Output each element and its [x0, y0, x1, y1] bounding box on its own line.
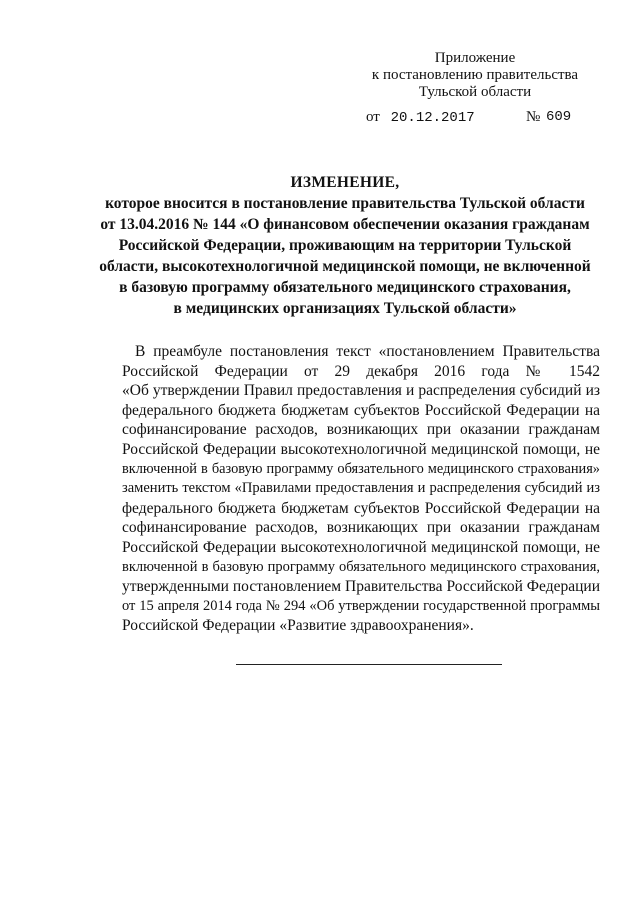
body-line: В преамбуле постановления текст «постановлением Правительства — [135, 343, 600, 360]
title-heading: ИЗМЕНЕНИЕ, — [290, 174, 400, 191]
body-line: софинансирование расходов, возникающих при оказании гражданам — [122, 519, 600, 537]
title-line: от 13.04.2016 № 144 «О финансовом обеспечении оказания гражданам — [100, 216, 590, 233]
document-number: 609 — [546, 109, 572, 125]
body-line: утвержденными постановлением Правительства Российской Федерации — [122, 578, 600, 596]
end-divider — [236, 664, 502, 665]
title-line: которое вносится в постановление правительства Тульской области — [105, 195, 585, 212]
body-line: включенной в базовую программу обязательного медицинского страхования, — [122, 558, 600, 575]
body-line: софинансирование расходов, возникающих при оказании гражданам — [122, 421, 600, 439]
body-line: включенной в базовую программу обязательного медицинского страхования» — [122, 460, 600, 477]
title-line: в медицинских организациях Тульской области» — [173, 300, 517, 317]
title-line: Российской Федерации, проживающим на территории Тульской — [118, 237, 572, 254]
body-paragraph — [122, 342, 600, 636]
body-line: Российской Федерации высокотехнологичной медицинской помощи, не — [122, 440, 600, 458]
title-line: в базовую программу обязательного медицинского страхования, — [119, 279, 571, 296]
body-line: «Об утверждении Правил предоставления и распределения субсидий из — [122, 382, 600, 400]
registration-line — [366, 109, 572, 127]
appendix-line-1: Приложение — [434, 50, 516, 66]
appendix-header — [360, 50, 590, 101]
document-date: 20.12.2017 — [390, 110, 475, 126]
title-line: области, высокотехнологичной медицинской помощи, не включенной — [99, 258, 591, 275]
document-title — [80, 172, 610, 319]
appendix-line-2: к постановлению правительства — [371, 67, 579, 83]
body-line: федерального бюджета бюджетам субъектов Российской Федерации на — [122, 499, 600, 517]
body-line: Российской Федерации от 29 декабря 2016 года № 1542 — [122, 362, 600, 380]
body-line: федерального бюджета бюджетам субъектов Российской Федерации на — [122, 401, 600, 419]
body-line: заменить текстом «Правилами предоставления и распределения субсидий из — [122, 480, 600, 497]
number-sign: № — [526, 109, 541, 125]
appendix-line-3: Тульской области — [418, 84, 532, 100]
body-line: от 15 апреля 2014 года № 294 «Об утверждении государственной программы — [122, 597, 600, 614]
body-line: Российской Федерации высокотехнологичной медицинской помощи, не — [122, 538, 600, 556]
body-line: Российской Федерации «Развитие здравоохранения». — [122, 617, 474, 635]
date-prefix: от — [366, 109, 380, 125]
